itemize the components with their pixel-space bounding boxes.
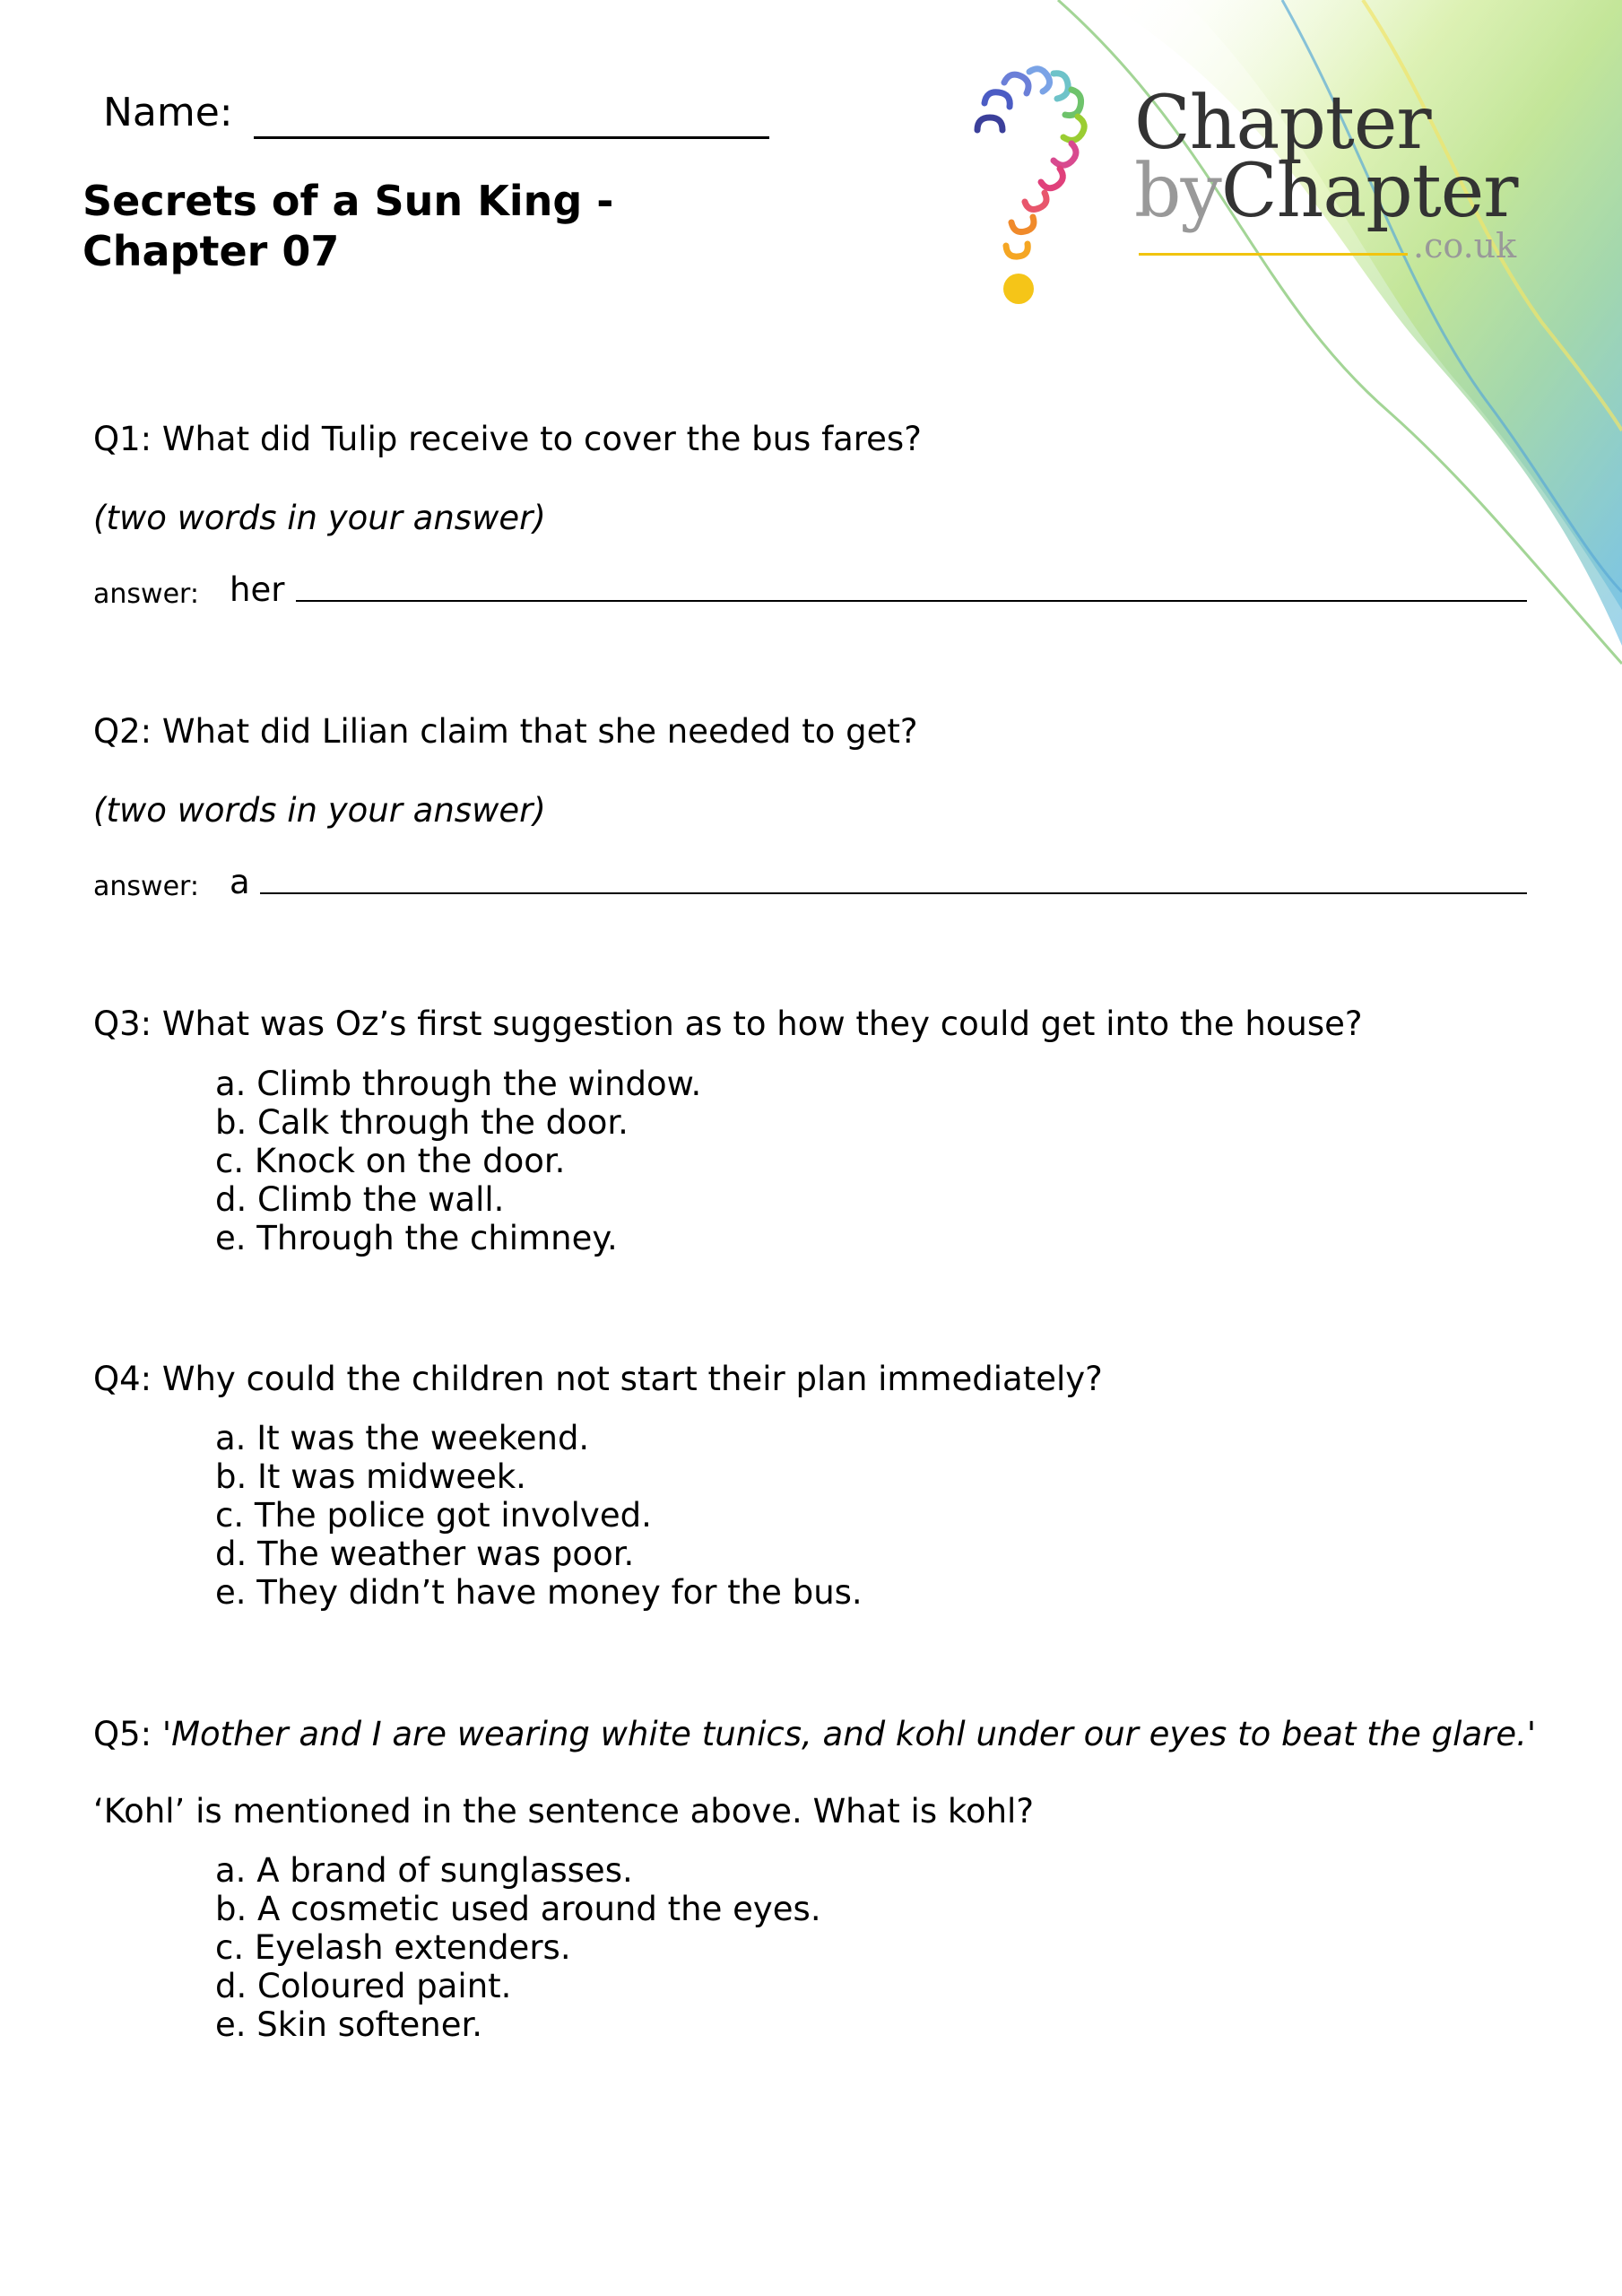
option-c[interactable]: c. Eyelash extenders. — [215, 1928, 571, 1967]
logo-by: by — [1134, 149, 1221, 234]
question-2-answer-prefix: a — [230, 863, 250, 901]
option-d[interactable]: d. The weather was poor. — [215, 1535, 635, 1573]
option-a[interactable]: a. It was the weekend. — [215, 1419, 590, 1457]
question-5-number: Q5: — [93, 1715, 152, 1753]
question-3-options — [215, 1065, 701, 1257]
option-c[interactable]: c. Knock on the door. — [215, 1142, 566, 1180]
question-5-quote-row — [93, 1715, 1536, 1753]
option-a[interactable]: a. A brand of sunglasses. — [215, 1851, 633, 1890]
option-b[interactable]: b. A cosmetic used around the eyes. — [215, 1890, 821, 1928]
option-b[interactable]: b. Calk through the door. — [215, 1103, 629, 1142]
option-d[interactable]: d. Coloured paint. — [215, 1967, 512, 2005]
logo-word-2: Chapter — [1220, 149, 1518, 234]
question-5-quote: 'Mother and I are wearing white tunics, and kohl under our eyes to beat the glare.' — [161, 1715, 1537, 1753]
logo-word-2-row — [1134, 149, 1518, 234]
name-field[interactable] — [254, 136, 769, 139]
book-question-mark-icon — [959, 54, 1121, 314]
title-line-2: Chapter 07 — [82, 227, 340, 275]
question-1-hint: (two words in your answer) — [93, 499, 546, 537]
question-2-answer-field[interactable] — [260, 892, 1527, 894]
question-4-text: Q4: Why could the children not start their plan immediately? — [93, 1360, 1103, 1398]
logo-wordmark — [1134, 81, 1518, 234]
logo-word-1: Chapter — [1134, 81, 1431, 166]
question-5-text: ‘Kohl’ is mentioned in the sentence above. What is kohl? — [93, 1792, 1034, 1831]
question-1-answer-prefix: her — [230, 570, 285, 609]
option-d[interactable]: d. Climb the wall. — [215, 1180, 505, 1219]
question-3-text: Q3: What was Oz’s first suggestion as to how they could get into the house? — [93, 1004, 1363, 1043]
option-e[interactable]: e. They didn’t have money for the bus. — [215, 1573, 863, 1612]
question-1-answer-label: answer: — [93, 578, 199, 610]
option-b[interactable]: b. It was midweek. — [215, 1457, 526, 1496]
option-a[interactable]: a. Climb through the window. — [215, 1065, 702, 1103]
question-5-options — [215, 1851, 821, 2044]
option-c[interactable]: c. The police got involved. — [215, 1496, 652, 1535]
worksheet-title — [82, 176, 613, 276]
question-1-answer-field[interactable] — [296, 600, 1527, 602]
option-e[interactable]: e. Through the chimney. — [215, 1219, 618, 1257]
question-2-hint: (two words in your answer) — [93, 791, 546, 830]
question-4-options — [215, 1419, 863, 1612]
name-label: Name: — [103, 90, 233, 135]
question-1-text: Q1: What did Tulip receive to cover the bus fares? — [93, 420, 922, 458]
logo-domain: .co.uk — [1413, 226, 1517, 265]
question-2-answer-label: answer: — [93, 871, 199, 902]
question-2-text: Q2: What did Lilian claim that she needed to get? — [93, 712, 918, 751]
logo-underline — [1139, 253, 1408, 256]
option-e[interactable]: e. Skin softener. — [215, 2005, 483, 2044]
title-line-1: Secrets of a Sun King - — [82, 177, 614, 225]
